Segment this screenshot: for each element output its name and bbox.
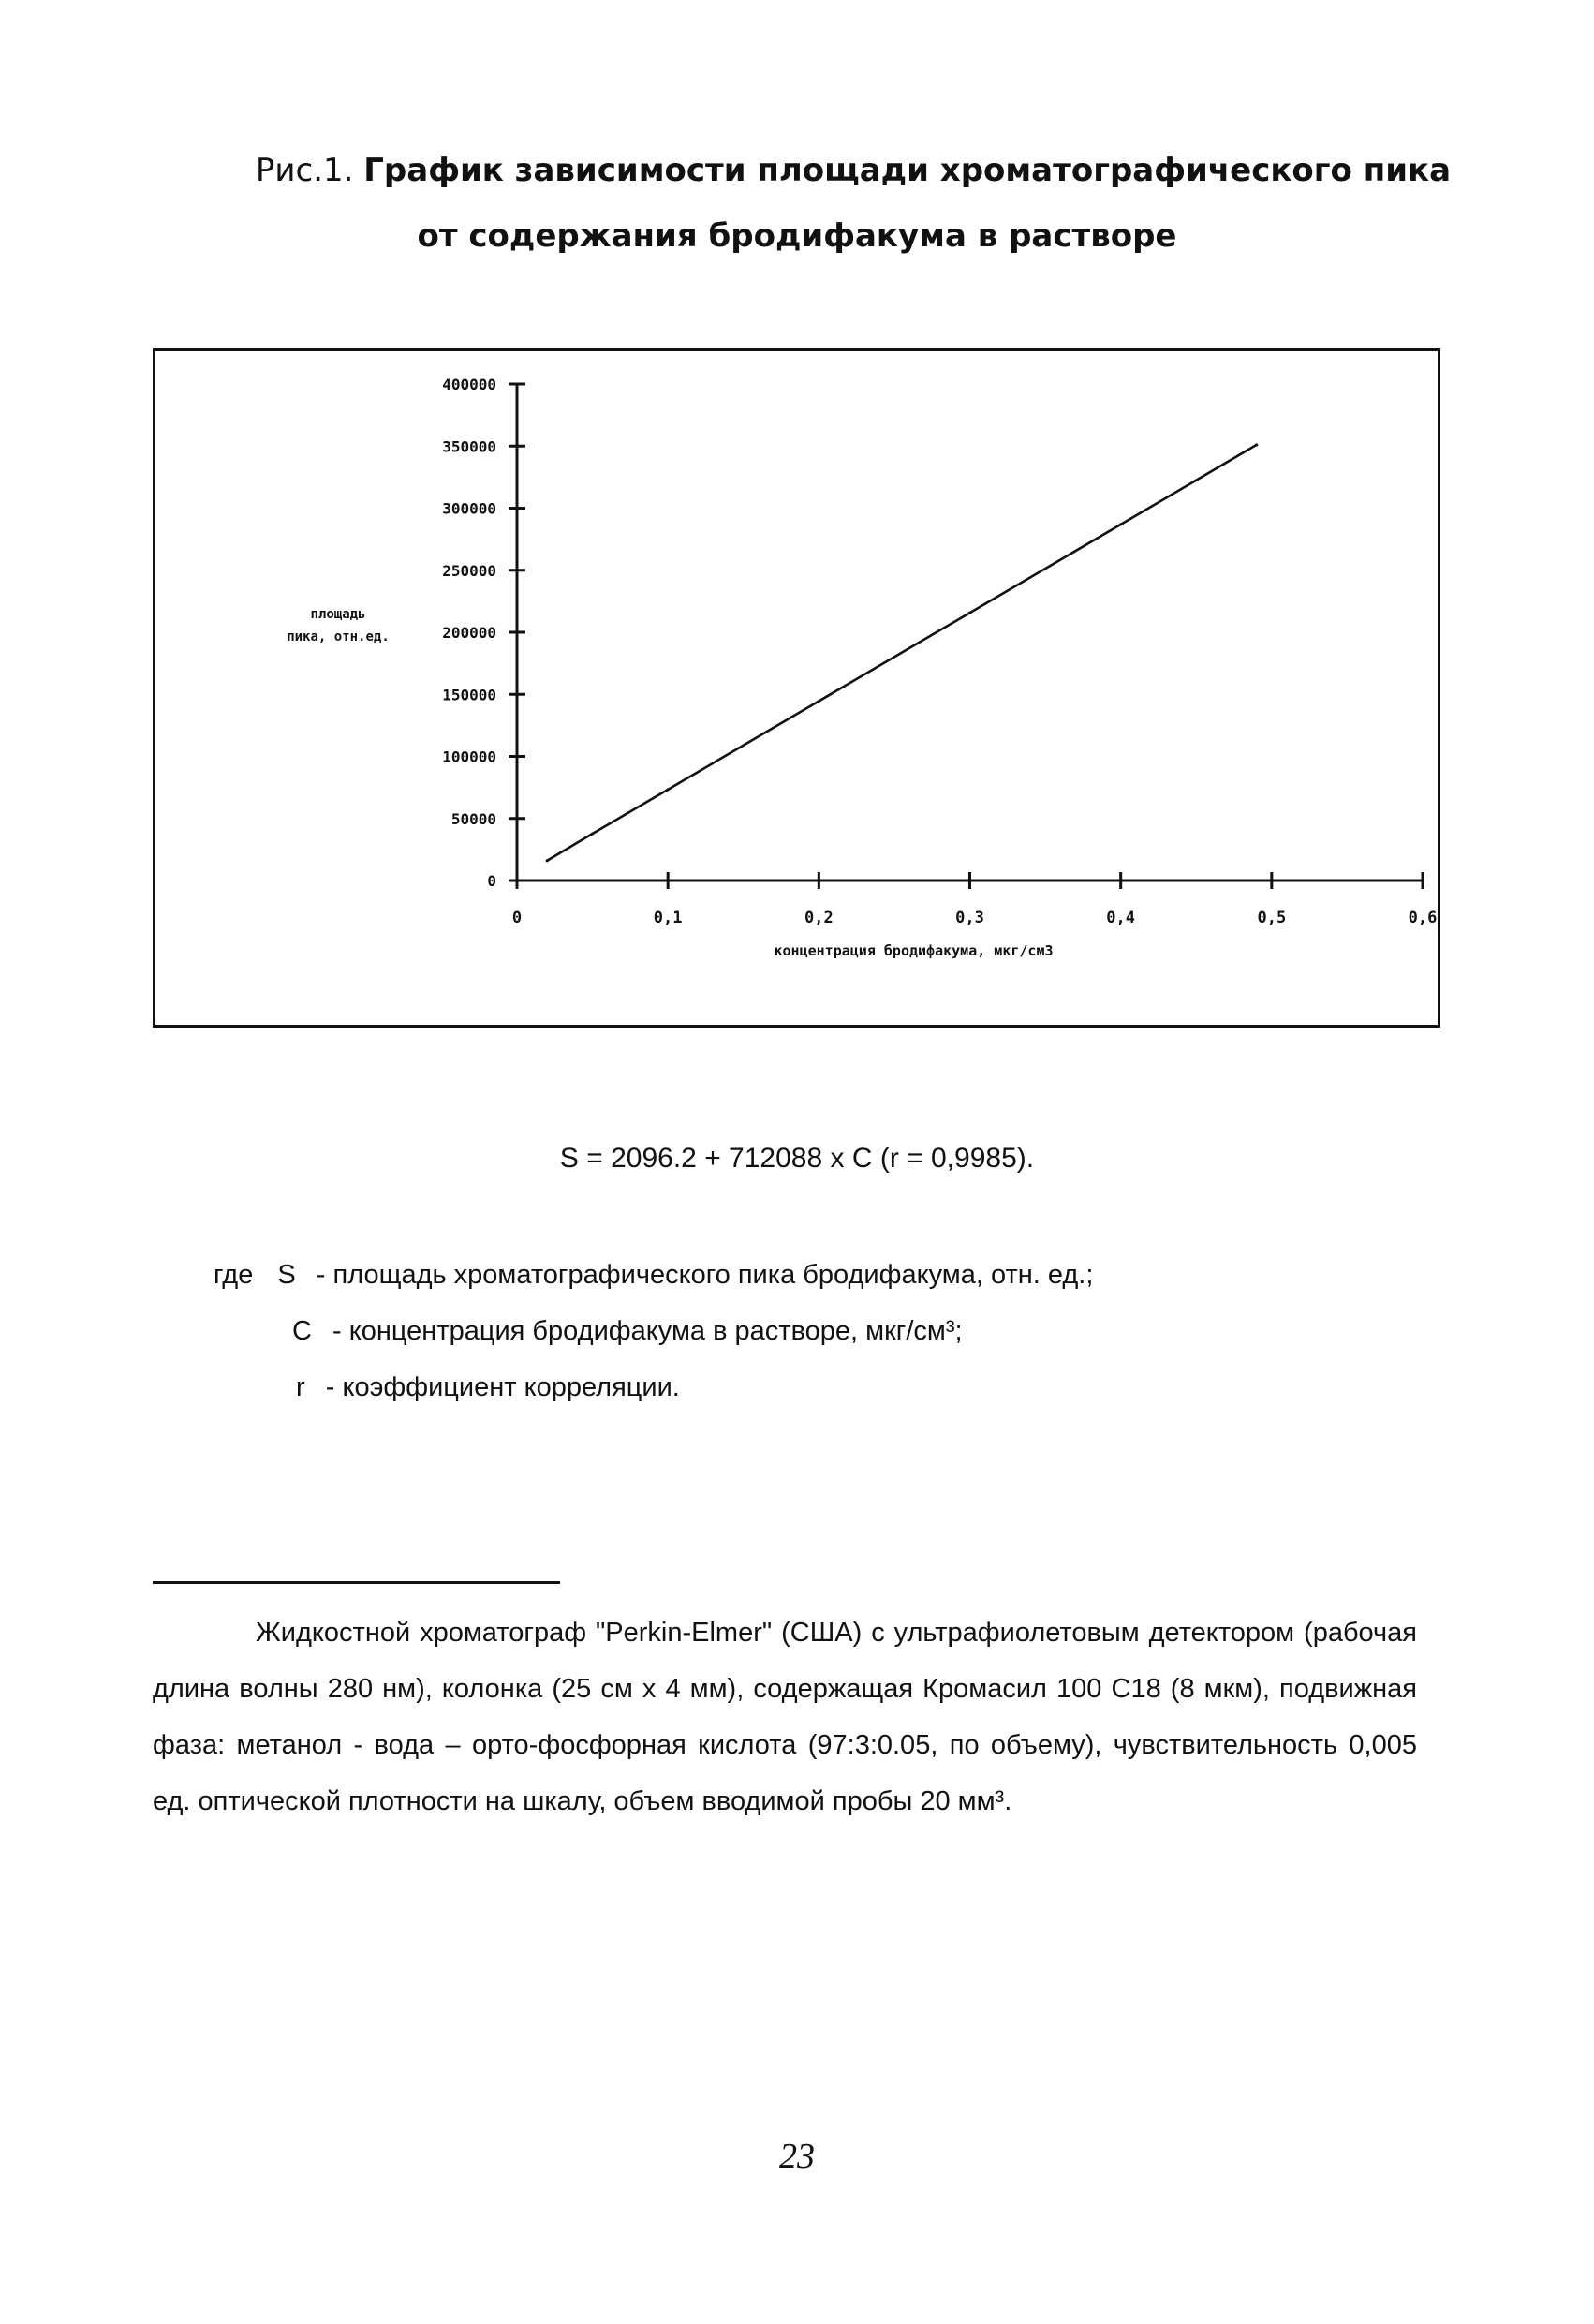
chart-frame [153, 348, 1440, 1028]
regression-formula: S = 2096.2 + 712088 x C (r = 0,9985). [559, 1143, 1035, 1174]
x-tick-label: 0 [511, 909, 523, 927]
calibration-line [547, 445, 1256, 861]
y-axis-label-line: площадь [310, 607, 366, 622]
calibration-chart [155, 351, 1438, 1025]
y-tick-label: 200000 [442, 624, 496, 642]
x-tick-label: 0,4 [1106, 909, 1136, 927]
footnote-divider [153, 1581, 560, 1584]
figure-number: Рис.1. [255, 152, 354, 189]
data-point [591, 832, 594, 835]
y-tick-label: 400000 [442, 376, 496, 393]
data-point [1255, 443, 1258, 446]
legend-symbol: r [296, 1372, 305, 1402]
y-axis-label-line: пика, отн.ед. [287, 629, 390, 644]
y-tick-label: 0 [487, 872, 496, 890]
figure-caption-line-1 [56, 152, 1594, 189]
x-tick-label: 0,6 [1408, 909, 1438, 927]
data-point [667, 788, 670, 791]
legend-symbol: С [292, 1316, 312, 1346]
legend-text: - площадь хроматографического пика бродифакума, отн. ед.; [316, 1260, 1094, 1290]
figure-title-line-1: График зависимости площади хроматографического пика [363, 152, 1452, 189]
y-tick-label: 250000 [442, 561, 496, 580]
x-axis-label: концентрация бродифакума, мкг/см3 [774, 942, 1054, 959]
y-tick-label: 150000 [442, 686, 496, 704]
x-tick-label: 0,1 [653, 909, 683, 927]
legend-text: - коэффициент корреляции. [325, 1372, 680, 1402]
y-tick-label: 300000 [442, 499, 496, 518]
legend-prefix: где [214, 1260, 254, 1290]
page-number: 23 [779, 2137, 815, 2176]
y-tick-label: 100000 [442, 748, 496, 766]
legend-row-r [296, 1372, 680, 1403]
legend-symbol: S [277, 1260, 296, 1290]
data-point [968, 612, 971, 614]
data-point [1119, 523, 1122, 525]
legend-row-c [292, 1316, 963, 1347]
x-tick-label: 0,2 [804, 909, 834, 927]
data-point [818, 700, 820, 703]
legend-text: - концентрация бродифакума в растворе, мкг/см³; [332, 1316, 963, 1346]
figure-caption-line-2: от содержания бродифакума в растворе [417, 217, 1177, 255]
x-tick-label: 0,3 [955, 909, 984, 927]
data-point [546, 859, 549, 862]
y-tick-label: 350000 [442, 437, 496, 456]
x-tick-label: 0,5 [1257, 909, 1287, 927]
legend-row-s [214, 1260, 1093, 1291]
footnote-text: Жидкостной хроматограф "Perkin-Elmer" (США) с ультрафиолетовым детектором (рабочая длина волны 280 нм), колонка (25 см х 4 мм), содержащая Кромасил 100 С18 (8 мкм), подвижная фаза: метанол - вода – орто-фосфорная кислота (97:3:0.05, по объему), чувствительность 0,005 ед. оптической плотности на шкалу, объем вводимой пробы 20 мм³. [153, 1618, 1417, 1816]
y-tick-label: 50000 [450, 809, 496, 828]
